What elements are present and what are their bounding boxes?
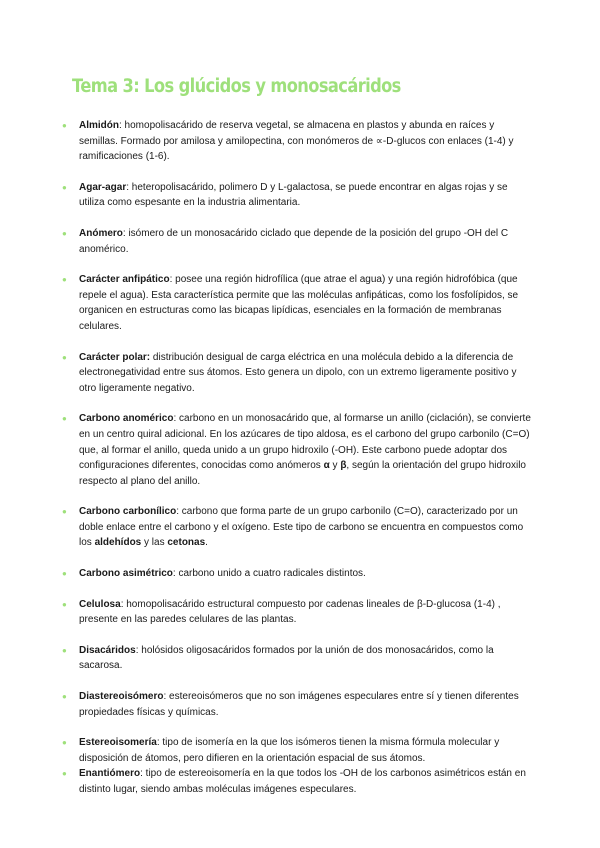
- glossary-definition: : tipo de estereoisomería en la que todos los -OH de los carbonos asimétricos están en distinto lugar, siendo ambas moléculas imágenes especulares.: [79, 768, 526, 795]
- glossary-term: Carbono anomérico: [79, 413, 174, 425]
- beta-symbol: β: [340, 460, 347, 472]
- glossary-definition: : tipo de isomería en la que los isómeros tienen la misma fórmula molecular y disposición de átomos, pero difieren en la orientación espacial de sus átomos.: [79, 737, 500, 764]
- glossary-definition: : carbono unido a cuatro radicales distintos.: [172, 568, 366, 580]
- bullet-icon: ●: [62, 121, 67, 130]
- glossary-item-carbono-asimetrico: [62, 566, 532, 582]
- bullet-icon: ●: [62, 645, 67, 655]
- glossary-item-caracter-polar: [62, 350, 532, 397]
- glossary-term: Celulosa: [79, 598, 121, 610]
- glossary-definition: : carbono en un monosacárido que, al formarse un anillo (ciclación), se convierte en un centro quiral adicional. En los azúcares de tipo aldosa, es el carbono del grupo carbonilo (C=O) que, al formar el anillo, queda unido a un grupo hidroxilo (-OH). Este carbono puede adoptar dos configuraciones diferentes, conocidas como anómeros: [79, 413, 531, 472]
- glossary-item-estereoisomeria: [62, 735, 532, 766]
- bullet-icon: ●: [62, 228, 67, 238]
- bullet-icon: ●: [62, 692, 67, 702]
- glossary-definition: : homopolisacárido de reserva vegetal, se almacena en plastos y abunda en raíces y semillas. Formado por amilosa y amilopectina, con monómeros de ∝-D-glucos con enlaces (1-4) y ramificaciones (1-6).: [79, 120, 514, 163]
- page-title: Tema 3: Los glúcidos y monosacáridos: [72, 76, 401, 97]
- glossary-term: Enantiómero: [79, 768, 141, 780]
- glossary-definition: .: [205, 537, 208, 549]
- glossary-definition: : heteropolisacárido, polimero D y L-galactosa, se puede encontrar en algas rojas y se utiliza como espesante en la industria alimentaria.: [79, 181, 508, 209]
- glossary-item-carbono-anomerico: [62, 411, 532, 489]
- bullet-icon: ●: [62, 507, 67, 517]
- bullet-icon: ●: [62, 599, 67, 609]
- glossary-definition: : posee una región hidrofílica (que atrae el agua) y una región hidrofóbica (que repele el agua). Esta característica permite que las moléculas anfipáticas, como los fosfolípidos, se organicen en estructuras como las bicapas lipídicas, esenciales en la formación de membranas celulares.: [79, 274, 519, 332]
- glossary-term: Estereoisomería: [79, 737, 157, 749]
- glossary-definition: , según la orientación del grupo hidroxilo respecto al plano del anillo.: [79, 460, 526, 487]
- bullet-icon: ●: [62, 769, 67, 779]
- emphasis-cetonas: cetonas: [167, 537, 206, 549]
- glossary-definition: y las: [141, 537, 168, 549]
- glossary-term: Disacáridos: [79, 644, 136, 656]
- glossary-term: Anómero: [79, 227, 123, 239]
- glossary-definition: : isómero de un monosacárido ciclado que depende de la posición del grupo -OH del C anomérico.: [79, 227, 509, 255]
- glossary-term: Carácter polar:: [79, 351, 151, 363]
- glossary-definition: : carbono que forma parte de un grupo carbonilo (C=O), caracterizado por un doble enlace entre el carbono y el oxígeno. Este tipo de carbono se encuentra en compuestos como los: [79, 506, 524, 549]
- bullet-icon: ●: [62, 275, 67, 285]
- glossary-item-anomero: [62, 226, 532, 257]
- bullet-icon: ●: [62, 352, 67, 362]
- glossary-term: Carbono carbonílico: [79, 506, 177, 518]
- glossary-item-almidon: [62, 118, 532, 165]
- glossary-item-carbono-carbonilico: [62, 504, 532, 551]
- glossary-term: Diastereoisómero: [79, 691, 164, 703]
- glossary-list: [62, 118, 532, 813]
- glossary-item-agar-agar: [62, 180, 532, 211]
- glossary-term: Carbono asimétrico: [79, 568, 173, 580]
- glossary-term: Carácter anfipático: [79, 274, 170, 286]
- glossary-item-caracter-anfipatico: [62, 272, 532, 334]
- glossary-item-celulosa: [62, 597, 532, 628]
- glossary-item-enantiomero: [62, 766, 532, 797]
- glossary-definition: : holósidos oligosacáridos formados por la unión de dos monosacáridos, como la sacarosa.: [79, 644, 494, 672]
- alpha-symbol: α: [323, 460, 330, 472]
- glossary-term: Agar-agar: [79, 181, 127, 193]
- glossary-item-disacaridos: [62, 643, 532, 674]
- emphasis-aldehidos: aldehídos: [94, 537, 142, 549]
- glossary-definition: : estereoisómeros que no son imágenes especulares entre sí y tienen diferentes propiedades físicas y químicas.: [79, 691, 519, 718]
- bullet-icon: ●: [62, 182, 67, 192]
- glossary-term: Almidón: [79, 120, 119, 131]
- glossary-definition: y: [329, 460, 341, 472]
- glossary-item-diastereoisomero: [62, 689, 532, 720]
- bullet-icon: ●: [62, 414, 67, 424]
- glossary-definition: distribución desigual de carga eléctrica en una molécula debido a la diferencia de electronegatividad entre sus átomos. Esto genera un dipolo, con un extremo ligeramente positivo y otro ligeramente negativo.: [79, 351, 517, 394]
- bullet-icon: ●: [62, 738, 67, 748]
- bullet-icon: ●: [62, 569, 67, 579]
- glossary-definition: : homopolisacárido estructural compuesto por cadenas lineales de β-D-glucosa (1-4) , presente en las paredes celulares de las plantas.: [79, 598, 501, 626]
